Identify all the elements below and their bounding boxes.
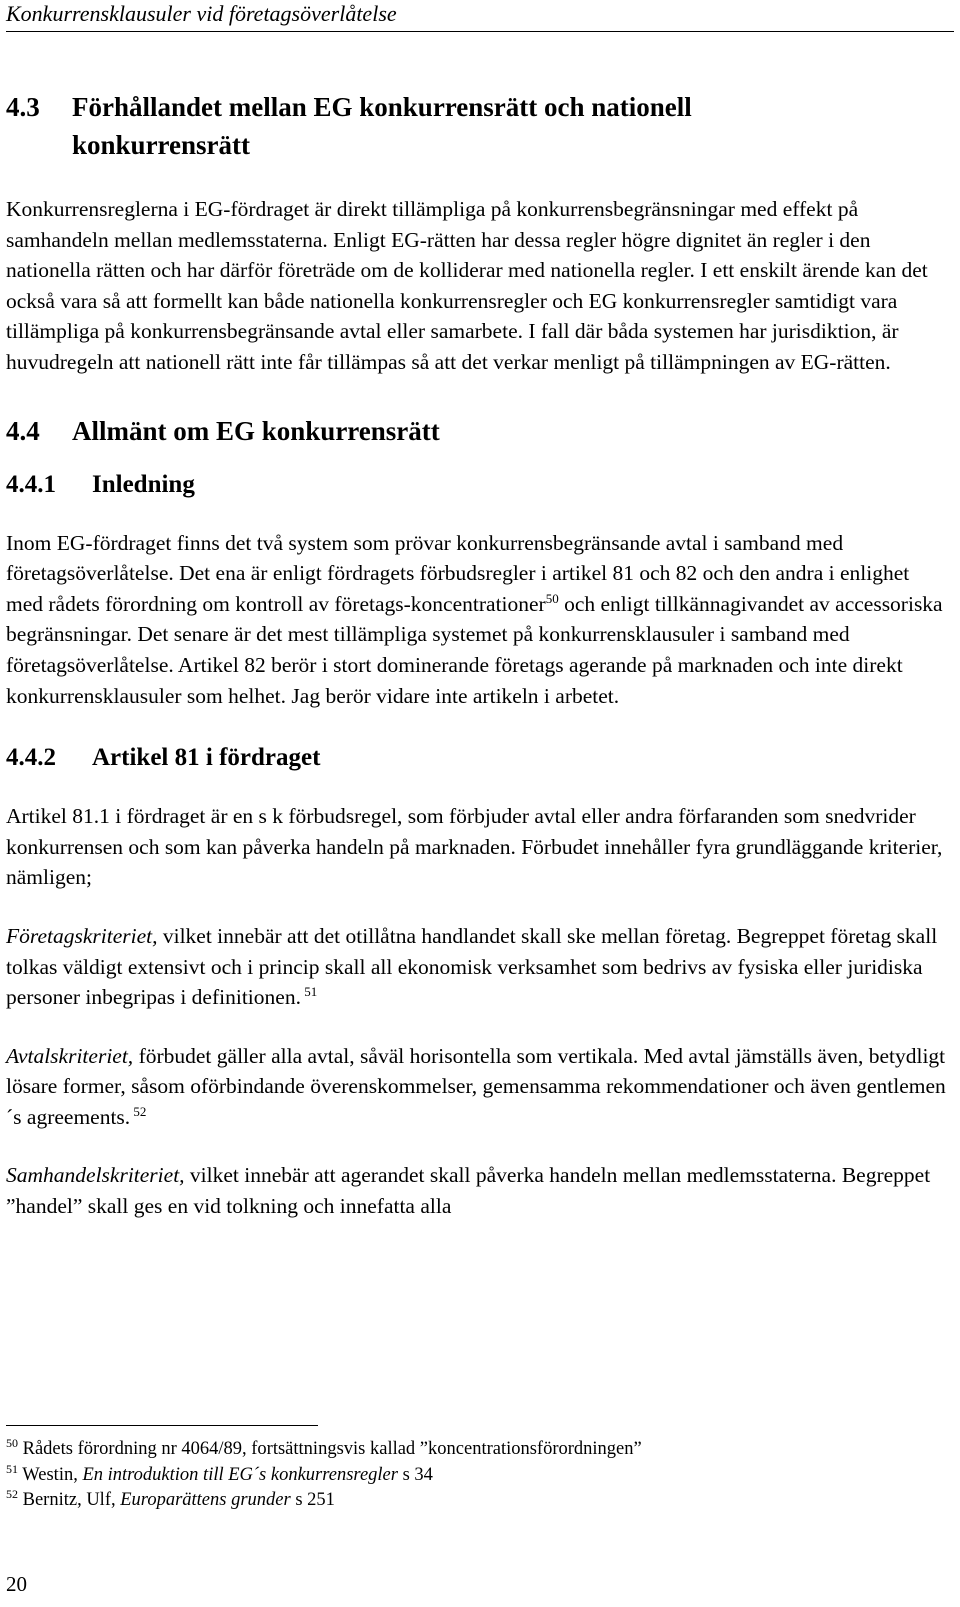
criterion-text: förbudet gäller alla avtal, såväl horisontella som vertikala. Med avtal jämställs även, betydligt lösare former, såsom oförbindande överenskommelser, gemensamma rekommendationer och även gentlemen´s agreements. — [6, 1043, 946, 1129]
criterion-paragraph — [6, 1041, 946, 1133]
paragraph-text: Inom EG-fördraget finns det två system som prövar konkurrensbegränsande avtal i samband med företagsöverlåtelse. Det ena är enligt fördragets förbudsregler i artikel 81 och 82 och den andra i enlighet med rådets förordning om kontroll av företags-koncentrationer — [6, 530, 910, 616]
footnote-italic: En introduktion till EG´s konkurrensregler — [82, 1464, 398, 1485]
section-number: 4.3 — [6, 92, 40, 122]
section-heading-4-4-2 — [6, 741, 946, 775]
footnote-text: s 34 — [397, 1464, 433, 1485]
footnote-number: 52 — [6, 1486, 18, 1501]
criterion-term: Samhandelskriteriet, — [6, 1163, 185, 1188]
criterion-text: vilket innebär att det otillåtna handlandet skall ske mellan företag. Begreppet företag skall tolkas väldigt extensivt och i princip skall all ekonomisk verksamhet som bedrivs av fysiska eller juridiska personer inbegripas i definitionen. — [6, 923, 938, 1010]
footnote-ref-50[interactable]: 50 — [545, 590, 559, 606]
page-content — [6, 88, 946, 1222]
criterion-paragraph — [6, 921, 946, 1013]
section-title: Förhållandet mellan EG konkurrensrätt och nationell konkurrensrätt — [72, 92, 692, 160]
criterion-paragraph — [6, 1160, 946, 1221]
page-number: 20 — [6, 1572, 27, 1596]
section-title: Allmänt om EG konkurrensrätt — [72, 415, 440, 446]
criterion-term: Företagskriteriet, — [6, 923, 158, 948]
section-title: Inledning — [92, 470, 195, 498]
footnote-ref-51[interactable]: 51 — [300, 983, 318, 999]
footnote-50 — [6, 1437, 946, 1463]
footnote-ref-52[interactable]: 52 — [130, 1103, 147, 1119]
section-number: 4.4.2 — [6, 744, 56, 772]
paragraph-4-4-2-intro: Artikel 81.1 i fördraget är en s k förbudsregel, som förbjuder avtal eller andra förfaranden som snedvrider konkurrensen och som kan påverka handeln på marknaden. Förbudet innehåller fyra grundläggande kriterier, nämligen; — [6, 804, 943, 890]
section-heading-4-4 — [6, 412, 946, 450]
footnote-text: Westin, — [18, 1464, 83, 1485]
footnote-text: s 251 — [290, 1490, 335, 1510]
footnotes — [6, 1437, 946, 1514]
paragraph-4-4-1 — [6, 528, 946, 712]
section-heading-4-3 — [6, 88, 946, 164]
section-title: Artikel 81 i fördraget — [92, 744, 321, 772]
criterion-term: Avtalskriteriet, — [6, 1043, 134, 1068]
footnote-number: 51 — [6, 1461, 18, 1476]
footnote-separator — [6, 1425, 318, 1426]
footnote-italic: Europarättens grunder — [120, 1490, 291, 1510]
footnote-text: Bernitz, Ulf, — [18, 1490, 121, 1510]
paragraph-text: och enligt tillkännagivandet av accessoriska begränsningar. Det senare är det mest tillämpliga systemet på konkurrensklausuler i samband med företagsöverlåtelse. Artikel 82 berör i stort dominerande företags agerande på marknaden och inte direkt konkurrensklausuler som helhet. Jag berör vidare inte artikeln i arbetet. — [6, 591, 943, 708]
footnote-text: Rådets förordning nr 4064/89, fortsättningsvis kallad ”koncentrationsförordningen” — [18, 1439, 642, 1459]
criterion-text: vilket innebär att agerandet skall påverka handeln mellan medlemsstaterna. Begreppet ”handel” skall ges en vid tolkning och innefatta alla — [6, 1163, 931, 1219]
footnote-51 — [6, 1463, 946, 1489]
running-header: Konkurrensklausuler vid företagsöverlåtelse — [6, 0, 954, 32]
paragraph-4-3: Konkurrensreglerna i EG-fördraget är direkt tillämpliga på konkurrensbegränsningar med effekt på samhandeln mellan medlemsstaterna. Enligt EG-rätten har dessa regler högre dignitet än regler i den nationella rätten och har därför företräde om de kolliderar med nationella regler. I ett enskilt ärende kan det också vara så att formellt kan både nationella konkurrensregler och EG konkurrensregler samtidigt vara tillämpliga på konkurrensbegränsande avtal eller samarbete. I fall där båda systemen har jurisdiktion, är huvudregeln att nationell rätt inte får tillämpas så att det verkar menligt på tillämpningen av EG-rätten. — [6, 197, 928, 374]
footnote-52 — [6, 1488, 946, 1514]
footnote-number: 50 — [6, 1435, 18, 1450]
section-number: 4.4.1 — [6, 470, 56, 498]
section-heading-4-4-1 — [6, 468, 946, 502]
section-number: 4.4 — [6, 415, 40, 446]
